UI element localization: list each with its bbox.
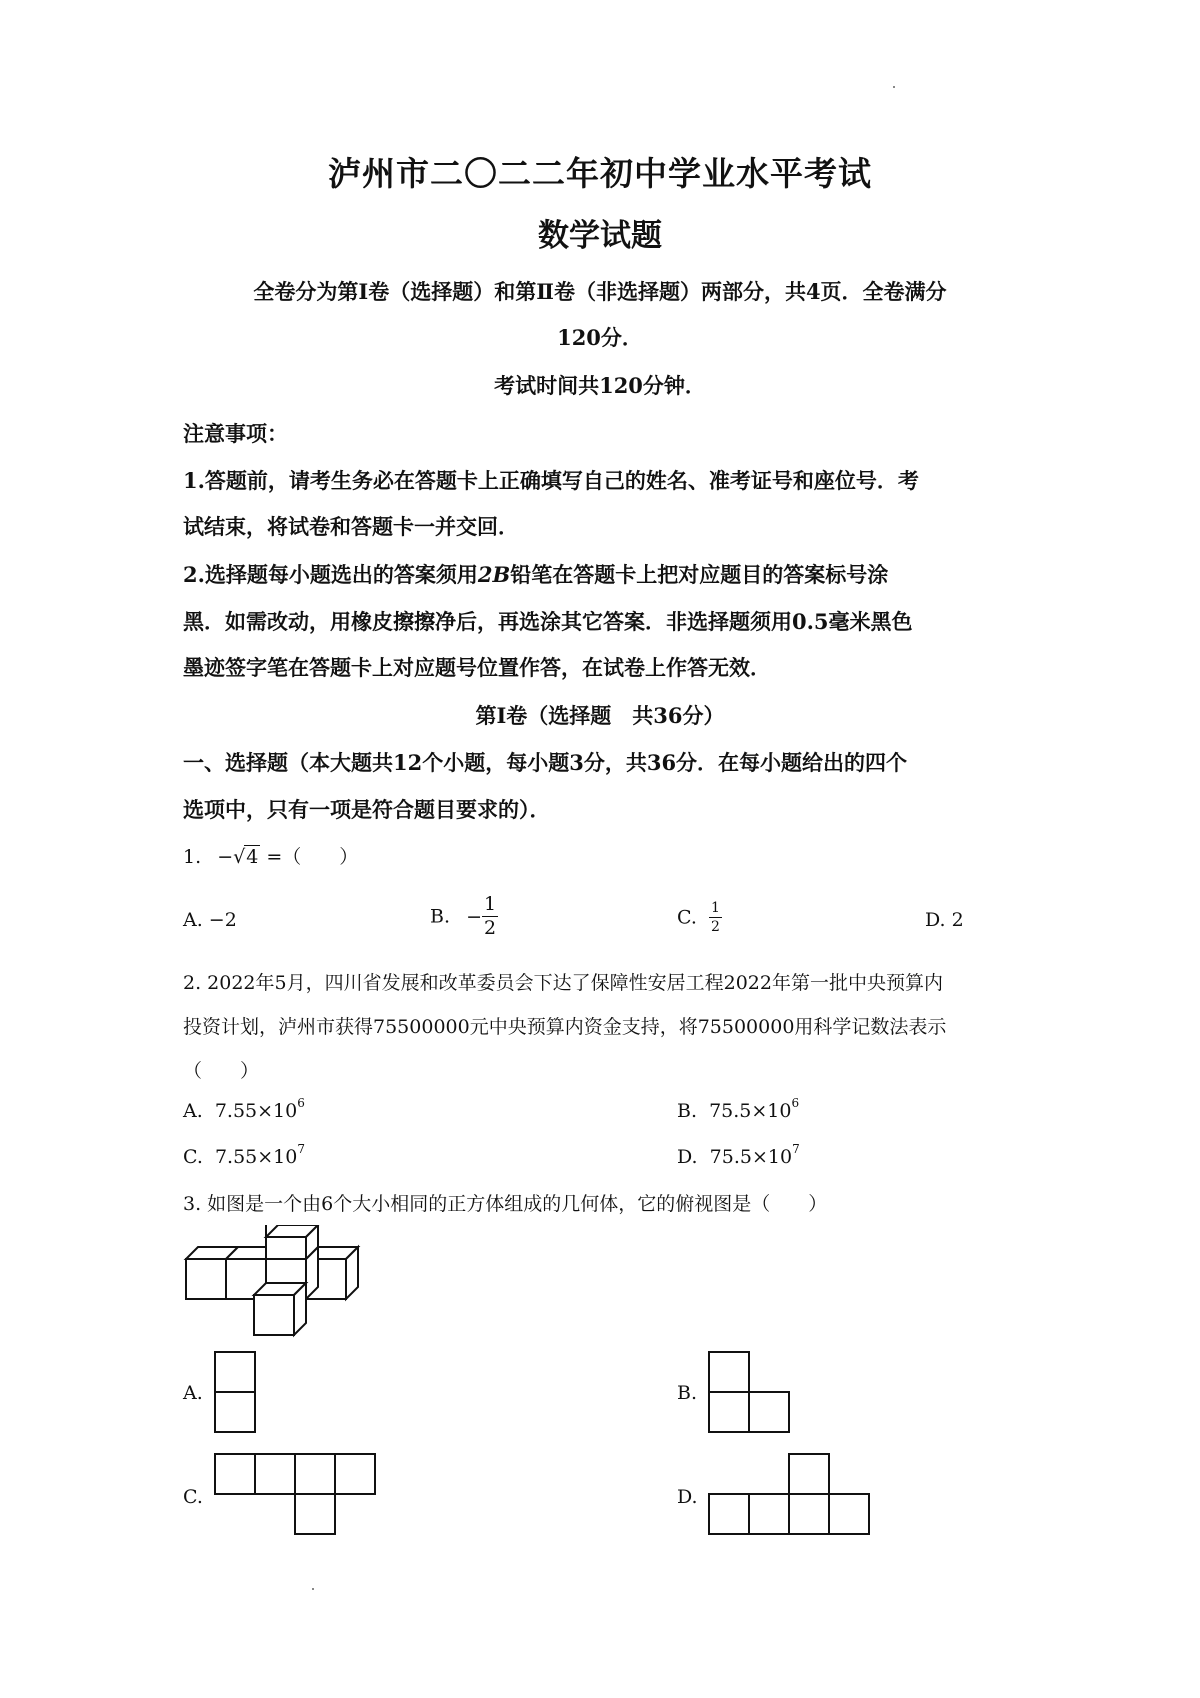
q3-option-c-view [212,1451,378,1537]
q2-option-a-exponent: 6 [297,1096,305,1110]
cube-solid-figure [180,1225,370,1340]
q2-option-b-label: B. [677,1100,698,1122]
notes-heading: 注意事项： [183,421,288,446]
q2-option-d-base: 75.5×10 [709,1146,793,1168]
q1-option-a: A. −2 [183,909,237,931]
note-2-pencil: 2B [477,562,511,587]
q1-option-c [677,901,722,934]
note-2-text-c: 铅笔在答题卡上把对应题目的答案标号涂 [510,562,889,587]
section-1-line-1: 一、选择题（本大题共12个小题，每小题3分，共36分．在每小题给出的四个 [183,750,908,775]
q1-option-b [430,895,498,938]
q2-option-c-exponent: 7 [297,1142,305,1156]
exam-title: 泸州市二〇二二年初中学业水平考试 [328,154,872,193]
q2-option-c-base: 7.55×10 [214,1146,298,1168]
fraction-numerator: 1 [710,900,720,916]
q2-option-c-label: C. [183,1146,203,1168]
question-1-radicand: 4 [246,846,259,868]
q1-option-d: D. 2 [925,909,964,931]
question-3-stem: 3. 如图是一个由6个大小相同的正方体组成的几何体，它的俯视图是（ ） [183,1193,828,1215]
scan-dot [312,1588,314,1590]
sqrt-icon: √ [233,846,246,868]
q2-option-b-exponent: 6 [791,1096,800,1110]
q1-option-c-label: C. [677,906,697,929]
q3-option-b-view [706,1349,792,1435]
q1-option-b-sign: − [466,905,482,928]
question-2-line-2: 投资计划，泸州市获得75500000元中央预算内资金支持，将75500000用科学记数法表示 [183,1016,947,1038]
question-1-minus: − [217,846,234,868]
q2-option-b-base: 75.5×10 [709,1100,792,1122]
note-2-line-1 [183,559,888,589]
q1-option-b-label: B. [430,905,451,928]
q2-option-c [183,1142,305,1168]
part-1-heading: 第Ⅰ卷（选择题 共36分） [475,703,725,728]
fraction-denominator: 2 [483,917,497,939]
question-1-stem [183,842,358,869]
q3-option-c-label: C. [183,1486,203,1508]
note-1-line-2: 试结束，将试卷和答题卡一并交回． [183,514,519,539]
intro-line-1: 全卷分为第Ⅰ卷（选择题）和第Ⅱ卷（非选择题）两部分，共4页．全卷满分 [253,279,947,304]
q1-option-c-fraction [709,901,722,934]
cube-front [254,1283,306,1335]
exam-time: 考试时间共120分钟． [494,373,706,398]
q3-option-b-label: B. [677,1382,698,1404]
q3-option-d-view [706,1451,872,1537]
note-2-text-a: 2.选择题每小题选出的答案须用 [183,562,478,587]
section-1-line-2: 选项中，只有一项是符合题目要求的）． [183,797,551,822]
question-2-line-1: 2. 2022年5月，四川省发展和改革委员会下达了保障性安居工程2022年第一批中央预算内 [183,972,943,994]
q3-option-a-view [212,1349,258,1435]
intro-line-2: 120分． [557,325,643,350]
q1-option-b-fraction [482,895,498,938]
question-1-tail: =（ ） [266,846,359,868]
q3-option-a-label: A. [183,1382,203,1404]
fraction-denominator: 2 [710,919,720,935]
q2-option-d-label: D. [677,1146,698,1168]
q2-option-b [677,1096,800,1122]
fraction-numerator: 1 [483,893,497,915]
scan-dot [893,86,895,88]
note-2-line-3: 墨迹签字笔在答题卡上对应题号位置作答，在试卷上作答无效． [183,655,771,680]
q2-option-a [183,1096,305,1122]
question-2-line-3: （ ） [183,1060,260,1082]
q2-option-d-exponent: 7 [792,1142,800,1156]
question-1-number: 1. [183,846,202,868]
note-2-line-2: 黑．如需改动，用橡皮擦擦净后，再选涂其它答案．非选择题须用0.5毫米黑色 [183,609,913,634]
exam-subject: 数学试题 [538,218,662,254]
q2-option-a-base: 7.55×10 [214,1100,298,1122]
q2-option-a-label: A. [183,1100,203,1122]
q2-option-d [677,1142,800,1168]
q3-option-d-label: D. [677,1486,698,1508]
note-1-line-1: 1.答题前，请考生务必在答题卡上正确填写自己的姓名、准考证号和座位号．考 [183,468,919,493]
